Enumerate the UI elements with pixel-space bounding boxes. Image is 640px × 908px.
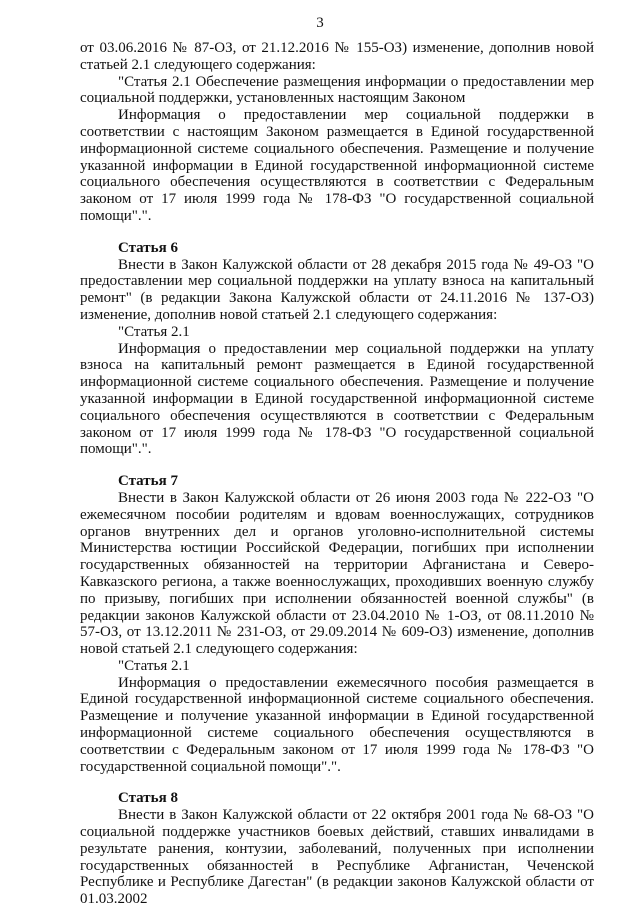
page-number: 3 (316, 15, 324, 31)
section-gap (80, 775, 594, 790)
paragraph: Информация о предоставлении ежемесячного пособия размещается в Единой государственной информационной системе социального обеспечения. Размещение и получение указанной информации в Единой государственной информационной системе социального обеспечения осуществляются в соответствии с Федеральным законом от 17 июля 1999 года № 178-ФЗ "О государственной социальной помощи".". (80, 674, 594, 775)
paragraph: Внести в Закон Калужской области от 26 июня 2003 года № 222-ОЗ "О ежемесячном пособии родителям и вдовам военнослужащих, сотрудников органов внутренних дел и органов уголовно-исполнительной системы Министерства юстиции Российской Федерации, погибших при исполнении государственных обязанностей на территории Афганистана и Северо-Кавказского региона, а также военнослужащих, проходивших военную службу по призыву, погибших при исполнении обязанностей военной службы" (в редакции законов Калужской области от 23.04.2010 № 1-ОЗ, от 08.11.2010 № 57-ОЗ, от 13.12.2011 № 231-ОЗ, от 29.09.2014 № 609-ОЗ) изменение, дополнив новой статьей 2.1 следующего содержания: (80, 489, 594, 658)
article-heading: Статья 6 (118, 239, 178, 256)
paragraph: Информация о предоставлении мер социальной поддержки в соответствии с настоящим Законом размещается в Единой государственной информационной системе социального обеспечения. Размещение и получение указанной информации в Единой государственной информационной системе социального обеспечения осуществляются в соответствии с Федеральным законом от 17 июля 1999 года № 178-ФЗ "О государственной социальной помощи".". (80, 107, 594, 224)
section-gap (80, 225, 594, 240)
paragraph: Информация о предоставлении мер социальной поддержки на уплату взноса на капитальный ремонт размещается в Единой государственной информационной системе социального обеспечения. Размещение и получение указанной информации в Единой государственной информационной системе социального обеспечения осуществляются в соответствии с Федеральным законом от 17 июля 1999 года № 178-ФЗ "О государственной социальной помощи".". (80, 340, 594, 458)
paragraph: "Статья 2.1 Обеспечение размещения информации о предоставлении мер социальной поддержки, установленных настоящим Законом (80, 73, 594, 107)
document-body (80, 40, 594, 908)
paragraph: Внести в Закон Калужской области от 22 октября 2001 года № 68-ОЗ "О социальной поддержке участников боевых действий, ставших инвалидами в результате ранения, контузии, заболеваний, полученных при исполнении государственных обязанностей в Республике Афганистан, Чеченской Республике и Республике Дагестан" (в редакции законов Калужской области от 01.03.2002 (80, 807, 594, 908)
paragraph: Внести в Закон Калужской области от 28 декабря 2015 года № 49-ОЗ "О предоставлении мер социальной поддержки на уплату взноса на капитальный ремонт" (в редакции Закона Калужской области от 24.11.2016 № 137-ОЗ) изменение, дополнив новой статьей 2.1 следующего содержания: (80, 256, 594, 323)
paragraph: от 03.06.2016 № 87-ОЗ, от 21.12.2016 № 155-ОЗ) изменение, дополнив новой статьей 2.1 следующего содержания: (80, 40, 594, 73)
article-heading: Статья 8 (118, 790, 178, 807)
section-gap (80, 458, 594, 473)
paragraph: "Статья 2.1 (118, 657, 190, 674)
article-heading: Статья 7 (118, 473, 178, 490)
paragraph: "Статья 2.1 (118, 323, 190, 340)
